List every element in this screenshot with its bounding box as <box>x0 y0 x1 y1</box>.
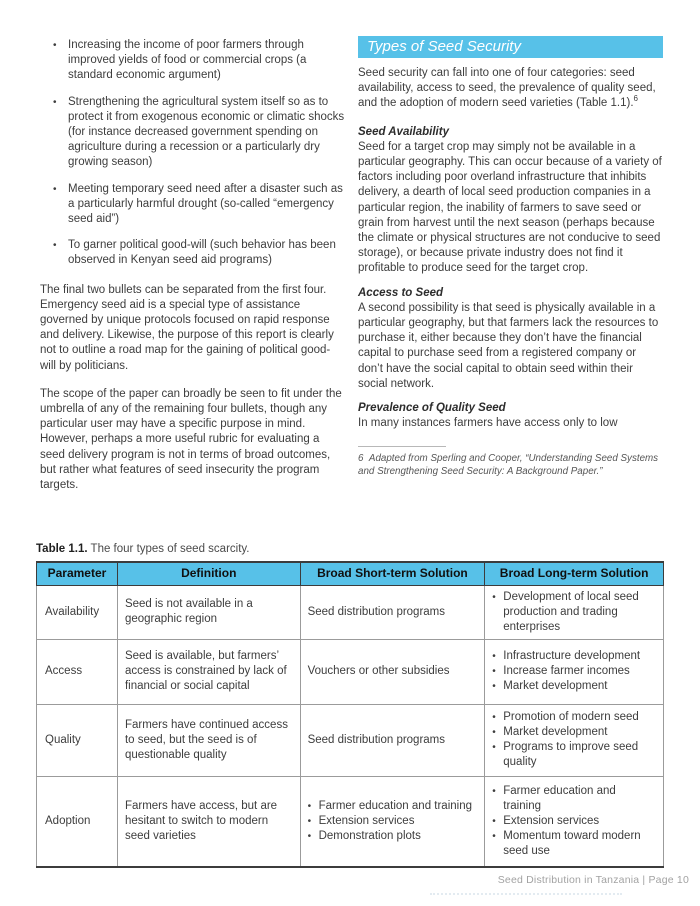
footnote-text <box>358 452 663 478</box>
body-paragraph: A second possibility is that seed is physically available in a particular geography, but that farmers lack the resources to purchase it, either because they don’t have the financial capital to purchase seed from a registered company or don’t have the social capital to obtain seed within their social network. <box>358 301 659 390</box>
section-banner-title: Types of Seed Security <box>367 38 521 55</box>
intro-text: Seed security can fall into one of four categories: seed availability, access to seed, the prevalence of quality seed, and the adoption of modern seed varieties (Table 1.1). <box>358 67 656 110</box>
cell-parameter: Availability <box>37 585 118 639</box>
cell-parameter: Access <box>37 639 118 704</box>
cell-definition: Farmers have continued access to seed, but the seed is of questionable quality <box>117 704 300 776</box>
list-item: • Infrastructure development <box>492 650 641 662</box>
bullet-icon: • <box>307 800 312 812</box>
bullet-text: Meeting temporary seed need after a disaster such as a particularly harmful drought (so-called “emergency seed aid”) <box>68 182 343 226</box>
left-column <box>40 36 345 506</box>
table-block <box>36 543 664 868</box>
bullet-icon: • <box>492 712 496 723</box>
footnote-rule <box>358 446 446 447</box>
table-row <box>37 776 664 867</box>
list-item: • Promotion of modern seed <box>492 711 639 723</box>
body-paragraph: The scope of the paper can broadly be seen to fit under the umbrella of any of the remaining four bullets, though any particular user may have a specific purpose in mind. However, perhaps a more useful rubric for evaluating a seed delivery program is not in terms of broad outcomes, but rather what features of seed insecurity the program targets. <box>40 387 342 492</box>
body-paragraph: In many instances farmers have access only to low <box>358 417 618 430</box>
list-item: • Market development <box>492 680 608 692</box>
bullet-icon: • <box>53 40 57 51</box>
bullet-icon: • <box>492 651 496 662</box>
footnote-body: Adapted from Sperling and Cooper, “Understanding Seed Systems and Strengthening Seed Security: A Background Paper.” <box>358 453 659 478</box>
article-columns <box>40 36 664 506</box>
cell-parameter: Quality <box>37 704 118 776</box>
list-item: • Momentum toward modern seed use <box>492 829 641 857</box>
subsection-heading: Seed Availability <box>358 125 449 138</box>
list-item <box>40 182 345 228</box>
table-row <box>37 704 664 776</box>
cell-definition: Farmers have access, but are hesitant to switch to modern seed varieties <box>117 776 300 867</box>
bullet-text: To garner political good-will (such behavior has been observed in Kenyan seed aid programs) <box>68 239 336 267</box>
cell-short-term <box>300 776 485 867</box>
bullet-icon: • <box>492 785 496 797</box>
table-caption-label: Table 1.1. <box>36 543 88 555</box>
bullet-icon: • <box>307 815 312 827</box>
table-row <box>37 639 664 704</box>
list-item: • Farmer education and training <box>307 799 472 812</box>
seed-scarcity-table <box>36 561 664 868</box>
table-caption <box>36 543 664 555</box>
bullet-icon: • <box>492 681 496 692</box>
bullet-icon: • <box>492 830 496 842</box>
bullet-icon: • <box>307 830 312 842</box>
bullet-icon: • <box>492 666 496 677</box>
bullet-icon: • <box>53 240 57 252</box>
bullet-icon: • <box>53 96 57 108</box>
footnote <box>358 446 663 478</box>
cell-long-term <box>485 639 664 704</box>
list-item <box>40 238 345 268</box>
list-item: • Market development <box>492 726 608 738</box>
list-item: • Farmer education and training <box>492 784 616 812</box>
section-banner <box>358 36 663 58</box>
decorative-dotted-line <box>430 893 622 896</box>
bullet-icon: • <box>492 727 496 738</box>
right-column <box>358 36 663 506</box>
list-item: • Programs to improve seed quality <box>492 741 639 768</box>
subsection-heading: Access to Seed <box>358 286 444 299</box>
bullet-list <box>40 38 345 269</box>
intro-paragraph <box>358 66 663 112</box>
body-paragraph: The final two bullets can be separated from the first four. Emergency seed aid is a special type of assistance governed by unique protocols focused on rapid response and delivery. Likewise, the purpose of this report is clearly not to outline a road map for the gaining of political good-will by politicians. <box>40 283 334 372</box>
bullet-icon: • <box>53 183 57 195</box>
bullet-text: Strengthening the agricultural system itself so as to protect it from exogenous economic or climatic shocks (for instance decreased government spending on agriculture during a recession or a particularly dry growing season) <box>68 95 345 169</box>
page-footer: Seed Distribution in Tanzania | Page 10 <box>497 874 689 886</box>
footnote-number: 6 <box>358 453 364 465</box>
list-item: • Extension services <box>307 814 415 827</box>
list-item: • Development of local seed production and trading enterprises <box>492 590 639 633</box>
cell-long-term <box>485 704 664 776</box>
bullet-icon: • <box>492 815 496 827</box>
cell-short-term: Seed distribution programs <box>300 704 485 776</box>
table-row <box>37 585 664 639</box>
table-caption-text: The four types of seed scarcity. <box>87 543 250 555</box>
list-item: • Demonstration plots <box>307 829 421 842</box>
cell-parameter: Adoption <box>37 776 118 867</box>
cell-short-term: Seed distribution programs <box>300 585 485 639</box>
cell-long-term <box>485 585 664 639</box>
list-item: • Extension services <box>492 814 600 827</box>
cell-definition: Seed is not available in a geographic region <box>117 585 300 639</box>
footnote-reference: 6 <box>633 94 638 104</box>
column-header-long-term: Broad Long-term Solution <box>485 562 664 585</box>
bullet-text: Increasing the income of poor farmers through improved yields of food or commercial crops (a standard economic argument) <box>68 39 307 82</box>
cell-short-term: Vouchers or other subsidies <box>300 639 485 704</box>
body-paragraph: Seed for a target crop may simply not be available in a particular geography. This can occur because of a variety of factors including poor overland infrastructure that inhibits delivery, a dearth of local seed production companies in a particular region, the inability of farmers to save seed or grain from harvest until the next season (perhaps because the climate or physical structures are not conducive to seed storage), or because private industry does not find it profitable to produce seed for the target crop. <box>358 140 662 275</box>
list-item <box>40 95 345 171</box>
bullet-icon: • <box>492 742 496 753</box>
cell-long-term <box>485 776 664 867</box>
column-header-parameter: Parameter <box>37 562 118 585</box>
column-header-short-term: Broad Short-term Solution <box>300 562 485 585</box>
table-header-row <box>37 562 664 585</box>
cell-definition: Seed is available, but farmers’ access is constrained by lack of financial or social capital <box>117 639 300 704</box>
list-item <box>40 38 345 84</box>
column-header-definition: Definition <box>117 562 300 585</box>
list-item: • Increase farmer incomes <box>492 665 630 677</box>
bullet-icon: • <box>492 591 496 603</box>
subsection-heading: Prevalence of Quality Seed <box>358 402 506 415</box>
